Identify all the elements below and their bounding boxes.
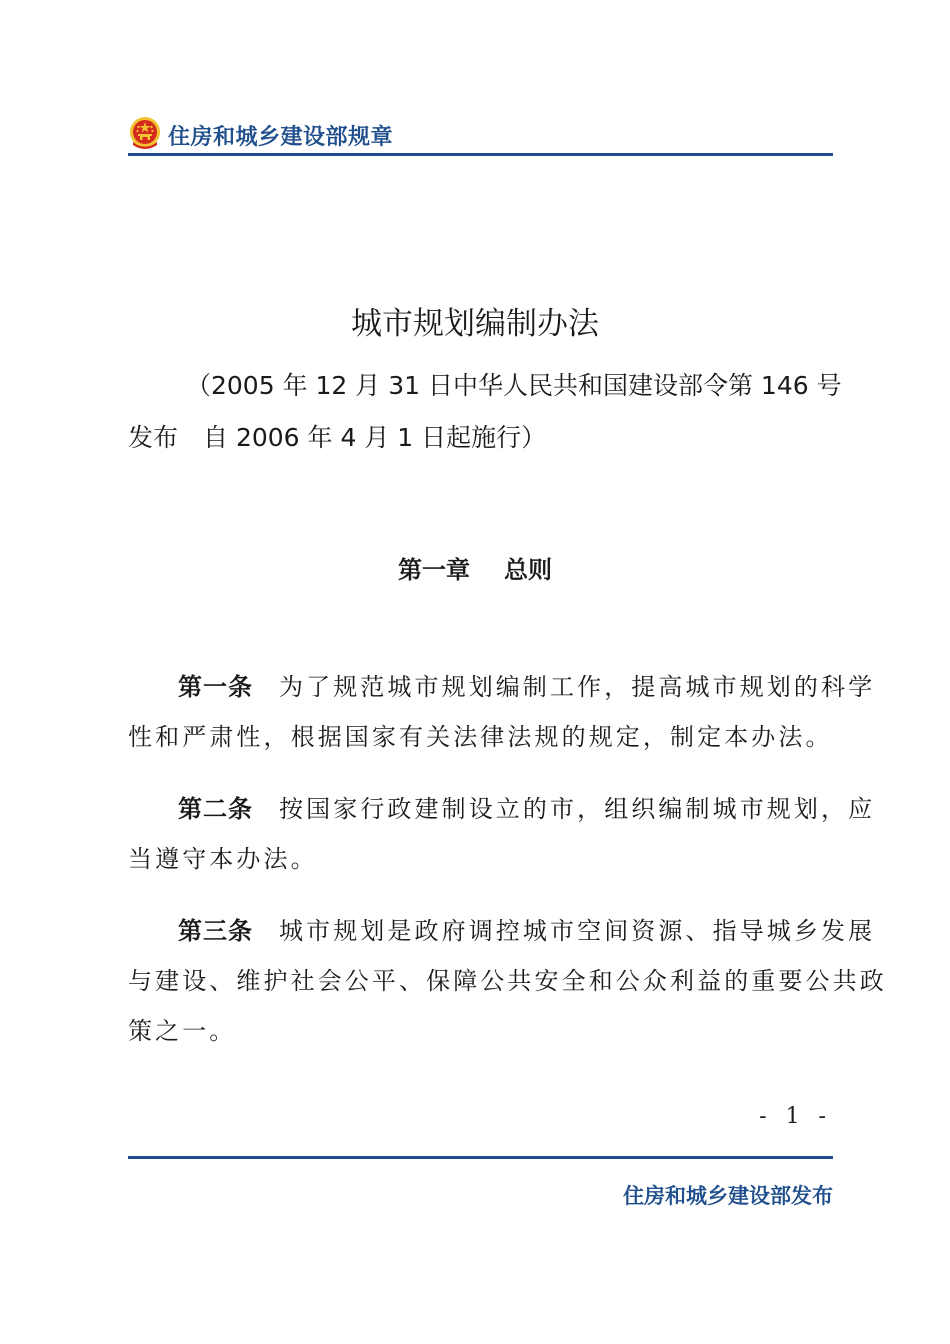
- page-header: [128, 114, 833, 154]
- article-text: 为了规范城市规划编制工作，提高城市规划的科学: [279, 673, 876, 701]
- promulgation-note-line-2: 发布 自 2006 年 4 月 1 日起施行）: [128, 423, 547, 452]
- chapter-number: 第一章: [398, 556, 470, 584]
- article-text: 当遵守本办法。: [128, 845, 318, 873]
- article-2: [128, 784, 876, 884]
- article-3: [128, 906, 887, 1056]
- article-text: 与建设、维护社会公平、保障公共安全和公众利益的重要公共政: [128, 967, 887, 995]
- article-1: [128, 662, 876, 762]
- chapter-heading: [0, 550, 950, 585]
- header-divider: [128, 153, 833, 156]
- footer-divider: [128, 1156, 833, 1159]
- page-number: - 1 -: [759, 1104, 832, 1129]
- article-label: 第三条: [178, 917, 253, 945]
- chapter-name: 总则: [504, 556, 552, 584]
- national-emblem-icon: [128, 116, 162, 152]
- article-text: 性和严肃性，根据国家有关法律法规的规定，制定本办法。: [128, 723, 833, 751]
- promulgation-note-line-1: （2005 年 12 月 31 日中华人民共和国建设部令第 146 号: [186, 371, 842, 400]
- article-label: 第二条: [178, 795, 253, 823]
- article-text: 按国家行政建制设立的市，组织编制城市规划，应: [279, 795, 876, 823]
- header-title: 住房和城乡建设部规章: [168, 125, 394, 150]
- article-text: 城市规划是政府调控城市空间资源、指导城乡发展: [279, 917, 876, 945]
- footer-publisher: 住房和城乡建设部发布: [623, 1184, 833, 1208]
- document-title: 城市规划编制办法: [351, 306, 599, 342]
- article-text: 策之一。: [128, 1017, 237, 1045]
- article-label: 第一条: [178, 673, 253, 701]
